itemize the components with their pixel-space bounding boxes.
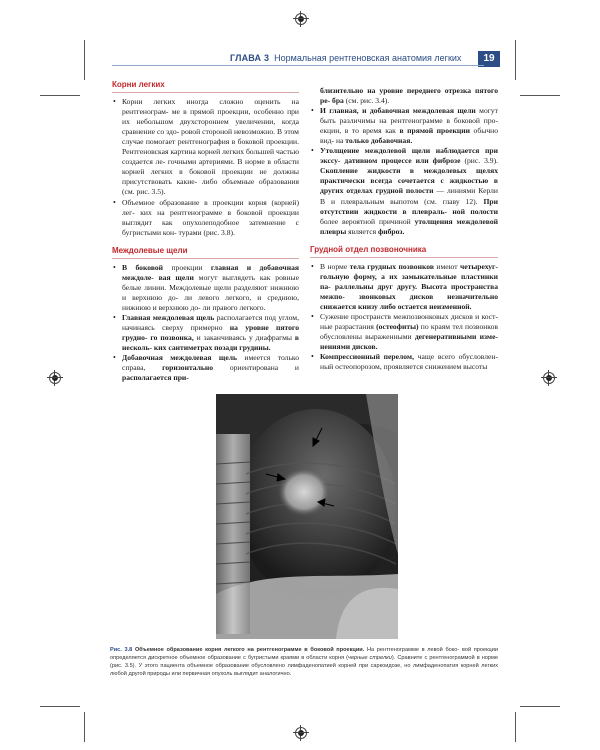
section-heading: Грудной отдел позвоночника (310, 245, 498, 258)
text-run: имеют (433, 261, 460, 271)
bold-text: в прямой проекции (399, 126, 470, 136)
crop-mark (84, 40, 85, 80)
text-run: обусловлены выраженными (320, 332, 415, 342)
text-run: проекции (163, 262, 211, 272)
text-run: екции, в то время как (320, 126, 400, 136)
bold-text: звонковых дисков незначительно снижается книзу (320, 291, 498, 311)
bold-text: утолщения (414, 216, 453, 226)
text-run: на (335, 136, 346, 146)
list-item (310, 106, 498, 146)
list-item (112, 198, 299, 238)
bold-text: бра (332, 96, 344, 106)
bullet-list (310, 86, 498, 237)
bold-text: горизонтально (162, 363, 214, 373)
bullet-list (112, 97, 299, 238)
text-run: начинаясь сверху примерно (122, 323, 230, 333)
text-run: В норме (320, 261, 350, 271)
bold-text: располагается при- (122, 373, 189, 383)
lateral-chest-radiograph (216, 394, 398, 639)
text-line: картина корней легких большей частью создается ле- (122, 147, 299, 167)
bold-text: (остеофиты) (376, 322, 419, 332)
text-run: могут выглядеть как ровные белые линии. (122, 272, 299, 292)
bold-text: вая щели (158, 272, 194, 282)
text-line: ли левого легкого, и среднюю, нижнюю и верхнюю до- (122, 292, 299, 312)
chapter-title: Нормальная рентгеновская анатомия легких (274, 53, 462, 63)
list-item (310, 312, 498, 352)
bold-text: в несколь- (122, 333, 300, 353)
crop-mark (515, 40, 516, 80)
text-line: рентгенография в боковой проекции. Рентгеновская (122, 137, 299, 157)
bold-text: дегенеративными изме- (414, 332, 498, 342)
text-line: в боковой проекции не должны присутствовать какие- (122, 167, 299, 187)
list-item-continued (310, 86, 498, 106)
running-header (230, 53, 461, 63)
registration-mark-icon (295, 727, 307, 739)
text-run: (см. рис. 3.4). (343, 96, 390, 106)
text-run: располагается под углом, (214, 312, 299, 322)
bold-text: на уровне пятого грудно- (122, 323, 299, 343)
text-run: (рис. 3.9). (460, 156, 498, 166)
figure-title: Объемное образование корня легкого на рентгенограмме в боковой проекции. (132, 647, 365, 653)
text-run: имеется только справа, (122, 353, 300, 373)
text-run: обычно вид- (320, 126, 498, 146)
bold-text: главная и добавочная междоле- (122, 262, 299, 282)
text-run: ный остеопорозом, проявляется снижением высоты (320, 362, 488, 372)
bold-text: При отсутствии жидкости в плевраль- (320, 196, 498, 216)
bold-text: только добавочная. (345, 136, 413, 146)
text-run: ные разрастания (320, 322, 377, 332)
right-column (310, 86, 498, 380)
text-run: является (346, 226, 378, 236)
bold-text: жидкости в междолевых щелях практически всегда (320, 166, 498, 186)
list-item (112, 313, 299, 353)
list-item (310, 352, 498, 372)
bold-text: ной полости (452, 206, 498, 216)
text-run: ориентирована и (213, 363, 299, 373)
bold-text: Добавочная междолевая щель (122, 353, 237, 363)
text-line: Объемное образование в проекции корня (корней) лег- (122, 197, 299, 217)
bold-text: раллельны друг другу. Высота пространства межпо- (320, 281, 499, 301)
text-run: чаще всего обусловлен- (414, 352, 498, 362)
figure-label: Рис. 3.8 (110, 647, 133, 653)
bold-text: Главная междолевая щель (122, 312, 215, 322)
text-run: — линиями Керли В и плевральным выпотом (320, 186, 498, 206)
crop-mark (515, 712, 516, 742)
bold-text: гольную форму, а их замыкательные пластинки па- (320, 271, 498, 291)
bold-text: го позвонка, (150, 333, 194, 343)
text-line: Корни легких иногда сложно оценить на рентгенограм- (122, 97, 299, 117)
header-rule (112, 65, 484, 66)
bullet-list (112, 263, 299, 384)
left-column (112, 80, 299, 391)
text-line: либо объемные образования (см. рис. 3.5). (122, 177, 299, 197)
bold-text: ких сантиметрах позади грудины. (153, 343, 271, 353)
registration-mark-icon (295, 13, 307, 25)
bold-text: И главная, и добавочная междолевая щели (320, 106, 476, 116)
caption-italic: черные стрелки (348, 655, 392, 661)
page-number: 19 (478, 51, 500, 67)
registration-mark-icon (543, 372, 555, 384)
bold-text: четырехуг- (459, 261, 498, 271)
text-line: Междолевые щели разделяют нижнюю и верхнюю до- (122, 282, 299, 302)
chapter-label: ГЛАВА 3 (230, 53, 270, 63)
text-line: как опухолеподобное затемнение с бугристыми кон- (122, 217, 299, 237)
text-run: по краям тел позвонков (418, 322, 498, 332)
caption-text: На рентгенограмме в левой боко- (364, 647, 460, 653)
bold-text: дативном процессе или фиброзе (344, 156, 461, 166)
bold-text: междолевой плевры (320, 216, 498, 236)
list-item (310, 262, 498, 312)
bold-text: Утолщение междолевой щели наблюдается при экссу- (320, 146, 498, 166)
text-line: ли правого легкого. (202, 302, 266, 312)
text-run: более вероятной причиной (320, 216, 415, 226)
bold-text: сочетается с жидкостью в других отделах грудной (320, 176, 498, 196)
text-line: турами (рис. 3.8). (178, 227, 235, 237)
bold-text: либо остается неизменной. (379, 301, 472, 311)
bold-text: фиброз. (377, 226, 405, 236)
caption-text: ). Сравните с рентгенограммой в норме (рис. 3.5). У этого пациента объемное образование обусловлено лимфаденопатией корней при саркоидозе, но лимфаденопатия корней легких любой другой природы или первичная опухоль выглядит аналогично. (110, 655, 498, 677)
text-run: Сужение пространств межпозвонковых дисков и кост- (320, 311, 498, 321)
text-line: ме в прямой проекции, особенно при их небольшом (122, 107, 299, 127)
text-line: ровой стороной невозможно. В этом случае помогает (122, 127, 299, 147)
bullet-list (310, 262, 498, 373)
crop-mark (520, 95, 560, 96)
text-run: и заканчиваясь у диафрагмы (193, 333, 295, 343)
crop-mark (40, 95, 80, 96)
text-line: двухстороннем увеличении, когда сравнение со здо- (122, 117, 299, 137)
bold-text: В боковой (122, 262, 164, 272)
bold-text: нениями дисков. (320, 342, 378, 352)
text-run: могут (475, 106, 498, 116)
section-heading: Междолевые щели (112, 246, 299, 259)
bold-text: полости (405, 186, 434, 196)
bold-text: Компрессионный перелом, (320, 352, 415, 362)
list-item (112, 353, 299, 383)
radiograph-image (216, 394, 398, 639)
caption-text: вой проекции определяется дискретное объемное образование с бугристыми краями в области корня ( (110, 647, 498, 661)
registration-mark-icon (49, 372, 61, 384)
list-item (112, 263, 299, 313)
text-run: быть различимы на рентгенограмме в боковой про- (320, 116, 498, 126)
figure-caption (110, 646, 498, 678)
list-item (112, 97, 299, 197)
crop-mark (84, 712, 85, 742)
text-line: гочными артериями. В норме в области корней легких (122, 157, 299, 177)
crop-mark (520, 706, 560, 707)
list-item (310, 146, 498, 236)
text-line: ких на рентгенограмме в боковой проекции выглядит (122, 207, 299, 227)
bold-text: близительно на уровне переднего отрезка пятого ре- (320, 86, 498, 106)
section-heading: Корни легких (112, 80, 299, 93)
text-run: (см. главу 12). (424, 196, 484, 206)
bold-text: Скопление (320, 166, 358, 176)
crop-mark (40, 706, 80, 707)
bold-text: тела грудных позвонков (349, 261, 434, 271)
